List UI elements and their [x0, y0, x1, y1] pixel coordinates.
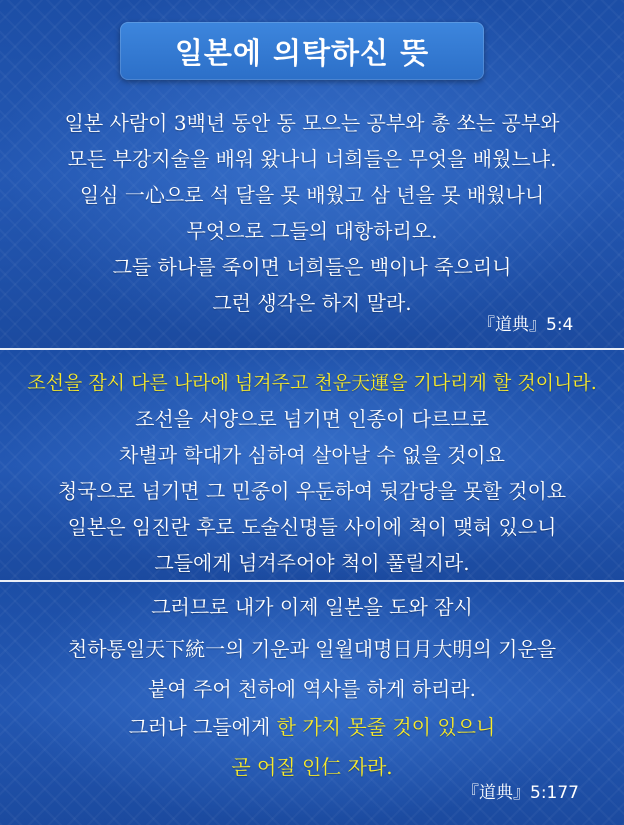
text-line: 일심 一心으로 석 달을 못 배웠고 삼 년을 못 배웠나니 — [79, 183, 545, 207]
text-line: 조선을 서양으로 넘기면 인종이 다르므로 — [135, 407, 489, 431]
scripture-reference: 『道典』5:177 — [462, 783, 579, 803]
highlight-line: 곧 어질 인仁 자라. — [231, 755, 393, 779]
text-line: 일본은 임진란 후로 도술신명들 사이에 척이 맺혀 있으니 — [67, 515, 557, 539]
panel-bottom — [0, 582, 624, 825]
text-segment: 그러나 그들에게 — [128, 715, 277, 739]
text-line — [0, 714, 624, 740]
text-line: 차별과 학대가 심하여 살아날 수 없을 것이요 — [119, 443, 505, 467]
page-title: 일본에 의탁하신 뜻 — [174, 35, 430, 70]
text-line: 일본 사람이 3백년 동안 동 모으는 공부와 총 쏘는 공부와 — [64, 111, 560, 135]
text-line: 천하통일天下統一의 기운과 일월대명日月大明의 기운을 — [67, 637, 557, 661]
text-line: 그들 하나를 죽이면 너희들은 백이나 죽으리니 — [112, 255, 512, 279]
panel-middle — [0, 350, 624, 582]
highlight-line: 조선을 잠시 다른 나라에 넘겨주고 천운天運을 기다리게 할 것이니라. — [27, 372, 597, 394]
highlight-segment: 한 가지 못줄 것이 있으니 — [276, 715, 496, 739]
text-line: 모든 부강지술을 배워 왔나니 너희들은 무엇을 배웠느냐. — [67, 147, 557, 171]
text-line: 그런 생각은 하지 말라. — [212, 291, 412, 315]
text-line: 청국으로 넘기면 그 민중이 우둔하여 뒷감당을 못할 것이요 — [57, 479, 567, 503]
scripture-reference: 『道典』5:4 — [478, 315, 574, 335]
text-line: 무엇으로 그들의 대항하리오. — [186, 219, 438, 243]
text-line: 그들에게 넘겨주어야 척이 풀릴지라. — [154, 551, 470, 575]
panel-top — [0, 0, 624, 350]
text-line: 붙여 주어 천하에 역사를 하게 하리라. — [148, 677, 476, 701]
title-banner — [120, 22, 484, 80]
text-line: 그러므로 내가 이제 일본을 도와 잠시 — [151, 595, 473, 619]
